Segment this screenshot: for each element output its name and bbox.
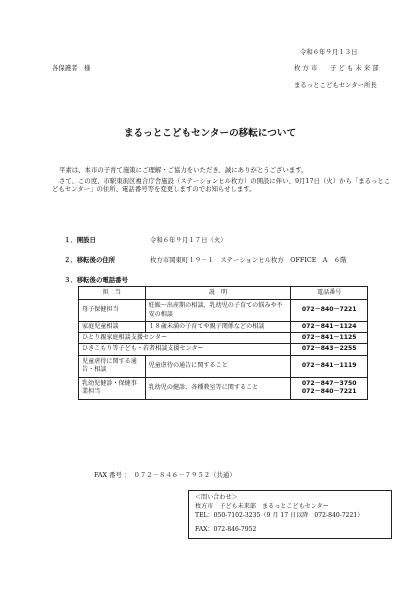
table-cell-dept: ひきこもり等子ども・若者相談支援センター (79, 344, 291, 355)
body-paragraph-1: 平素は、本市の子育て施策にご理解・ご協力をいただき、誠にありがとうございます。 (59, 166, 308, 174)
phone-number: 072－847－3750 (301, 379, 357, 387)
inquiry-organization: 枚方市 子ども未来部 まるっとこどもセンター (195, 502, 329, 510)
table-cell-dept: ひとり親家庭相談支援センター (79, 333, 291, 344)
body-paragraph-2: さて、この度、市駅東街区複合庁舎施設（ステーションヒル枚方）の開設に伴い、9月17日（火）から「まるっとこどもセンター」の住所、電話番号等を変更しますのでお知らせします。 (52, 176, 391, 194)
table-cell-phone: 072－841－1119 (291, 355, 368, 377)
table-cell-dept: 母子保健担当 (79, 300, 146, 322)
table-cell-desc: 乳幼児の健診、各種教室等に関すること (145, 377, 291, 399)
table-cell-phone: 072－840－7221 (291, 300, 368, 322)
phone-table (78, 286, 368, 400)
table-cell-dept: 児童虐待に関する通告・相談 (79, 355, 146, 377)
table-cell-desc: 妊娠～出産期の相談、乳幼児の子育ての悩みや不安の相談 (145, 300, 291, 322)
fax-number: FAX 番号 ： ０７２－８４６－７９５２（共通） (94, 471, 236, 479)
inquiry-fax: FAX：072-846-7952 (195, 526, 257, 534)
table-cell-phone: 072－841－1125 (291, 333, 368, 344)
document-title: まるっとこどもセンターの移転について (123, 128, 297, 139)
document-date: 令和６年９月１３日 (300, 48, 358, 56)
table-cell-phone (291, 377, 368, 399)
body-text (52, 166, 392, 196)
section-phone-label: ３．移転後の電話番号 (64, 276, 128, 284)
table-cell-dept: 乳幼児健診・保健事業担当 (79, 377, 146, 399)
section-address-value: 枚方市岡東町１９－１ ステーションヒル枚方 OFFICE A ６階 (150, 256, 347, 264)
table-header-row (79, 287, 368, 300)
section-opening-date-label: １．開設日 (64, 236, 96, 244)
table-cell-desc: 児童虐待の通告に関すること (145, 355, 291, 377)
table-row (79, 333, 368, 344)
section-opening-date-value: 令和６年９月１７日（火） (150, 236, 227, 244)
sender-organization: 枚 方 市 子 ど も 未 来 部 (294, 64, 379, 72)
table-cell-desc: １８歳未満の子育てや親子関係などの相談 (145, 322, 291, 333)
table-row (79, 300, 368, 322)
addressee: 各保護者 様 (52, 64, 91, 72)
sender-title: まるっとこどもセンター所長 (294, 81, 377, 89)
table-row (79, 377, 368, 399)
inquiry-heading: ＜問い合わせ＞ (195, 494, 238, 501)
table-header-phone: 電話番号 (291, 287, 368, 300)
phone-number: 072－840－7221 (301, 388, 357, 396)
table-cell-phone: 072－843－2255 (291, 344, 368, 355)
table-header-dept: 担 当 (79, 287, 146, 300)
table-row (79, 355, 368, 377)
table-row (79, 322, 368, 333)
table-cell-phone: 072－841－1124 (291, 322, 368, 333)
inquiry-box (188, 490, 392, 539)
inquiry-phone: TEL：050-7102-3235（9 月 17 日以降 072-840-7221） (195, 511, 364, 519)
table-header-desc: 説 明 (145, 287, 291, 300)
section-address-label: ２．移転後の住所 (64, 256, 116, 264)
table-cell-dept: 家庭児童相談 (79, 322, 146, 333)
table-row (79, 344, 368, 355)
